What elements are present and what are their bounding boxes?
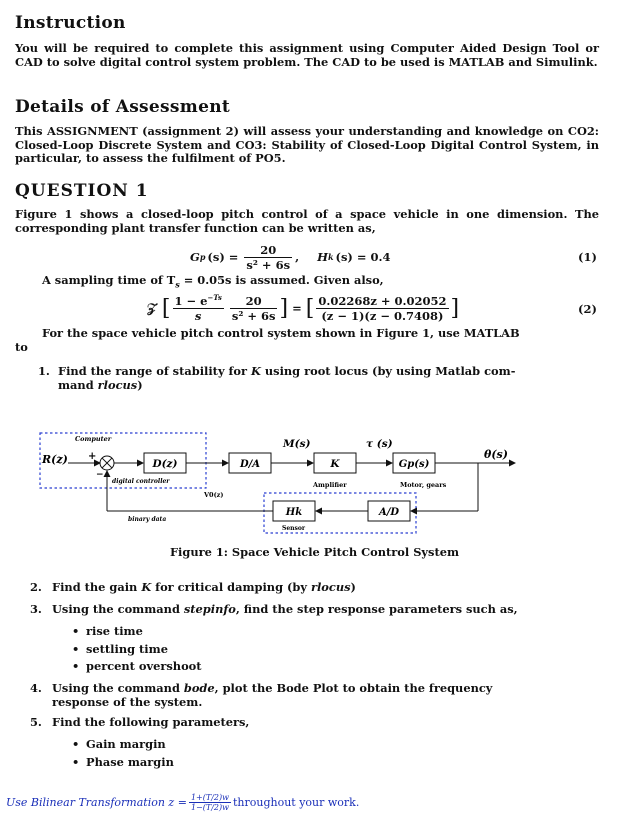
item-2-text-b: for critical damping (by <box>151 580 311 594</box>
item-4-text-b: , plot the Bode Plot to obtain the frequency <box>214 681 493 695</box>
equation-1-number: (1) <box>578 250 597 264</box>
binary-data-label: binary data <box>128 516 167 523</box>
item-1-text-a: Find the range of stability for <box>58 364 251 378</box>
discrete-denominator: (z − 1)(z − 0.7408) <box>316 308 448 323</box>
m-signal-label: M(s) <box>283 438 311 450</box>
bilinear-numerator: 1+(T/2)w <box>190 792 229 802</box>
sampling-text-b: = 0.05s is assumed. Given also, <box>179 273 384 287</box>
figure-caption: Figure 1: Space Vehicle Pitch Control System <box>169 545 460 559</box>
details-heading: Details of Assessment <box>15 97 231 117</box>
item-4-line2: response of the system. <box>52 695 203 709</box>
gp-symbol: G <box>190 250 200 264</box>
item-3-command: stepinfo <box>183 602 236 616</box>
plant-denominator: s² + 6s <box>231 308 276 323</box>
instruction-text: You will be required to complete this assignment using Computer Aided Design Tool or CAD to solve digital control system problem. The CAD to be used is MATLAB and Simulink. <box>15 41 599 69</box>
input-label: R(z) <box>42 453 68 466</box>
bullet-percent-overshoot: • percent overshoot <box>86 659 202 673</box>
vo-label: V0(z) <box>204 491 224 499</box>
item-1-command: rlocus <box>97 378 138 392</box>
minus-sign: − <box>96 470 104 480</box>
item-4-command: bode <box>183 681 215 695</box>
zoh-numerator: 1 − e <box>174 293 208 308</box>
discrete-numerator: 0.02268z + 0.02052 <box>318 293 447 308</box>
sensor-label: Hk <box>285 507 303 518</box>
question-intro: Figure 1 shows a closed-loop pitch control of a space vehicle in one dimension. The corresponding plant transfer function can be written as, <box>15 207 599 235</box>
footer-text-b: throughout your work. <box>232 795 360 809</box>
output-label: θ(s) <box>484 448 508 461</box>
hk-value: (s) = 0.4 <box>335 250 391 264</box>
item-4-number: 4. <box>30 681 42 695</box>
plant-label: Gp(s) <box>398 459 430 470</box>
pitch-control-diagram <box>0 425 629 545</box>
plant-fraction <box>230 294 278 323</box>
sampling-text-a: A sampling time of T <box>42 273 176 287</box>
z-transform-symbol: 𝒵 <box>147 300 157 316</box>
tau-signal-label: τ (s) <box>366 438 393 450</box>
footer-note <box>6 790 359 814</box>
bullet-phase-margin: • Phase margin <box>86 755 174 769</box>
for-text-line2: to <box>15 340 28 354</box>
item-1-k: K <box>251 364 261 378</box>
equation-2-number: (2) <box>578 302 597 316</box>
da-label: D/A <box>239 459 261 470</box>
bullet-gain-margin: • Gain margin <box>86 737 166 751</box>
item-2-k: K <box>141 580 152 594</box>
controller-caption: digital controller <box>112 478 170 485</box>
plus-sign: + <box>88 451 97 462</box>
zoh-denominator: s <box>173 308 224 323</box>
gp-fraction <box>244 243 292 272</box>
item-1-text-c: mand <box>58 378 98 392</box>
sampling-text <box>42 274 384 292</box>
item-1-line2 <box>58 378 143 392</box>
motor-caption: Motor, gears <box>400 481 447 489</box>
item-2-text-c: ) <box>350 580 356 594</box>
item-5-text: Find the following parameters, <box>52 715 250 729</box>
details-text: This ASSIGNMENT (assignment 2) will assess your understanding and knowledge on CO2: Closed-Loop Discrete System and CO3: Stability of Closed-Loop Digital Control System, in particular, to assess the fulfilment of PO5. <box>15 124 599 166</box>
bullet-settling-time: • settling time <box>86 642 168 656</box>
item-3-text-a: Using the command <box>52 602 184 616</box>
item-2-text <box>52 580 356 594</box>
plant-numerator: 20 <box>245 293 262 308</box>
item-5-number: 5. <box>30 715 42 729</box>
amplifier-label: K <box>330 458 340 470</box>
amplifier-caption: Amplifier <box>313 481 347 489</box>
gp-argument: (s) = <box>207 250 239 264</box>
equation-2: 𝒵 [ $\frac{1 - e^{-Ts}}{s}$ $\frac{20}{\text{s² + 6s}}$ ] = [ $\frac{0.02268z + 0.02052}{(z - 1)(z - 0.7408)}$ ] <box>147 293 460 323</box>
hk-symbol: H <box>317 250 328 264</box>
bilinear-fraction <box>189 793 231 812</box>
item-2-command: rlocus <box>310 580 351 594</box>
item-3-number: 3. <box>30 602 42 616</box>
hk-subscript: k <box>327 252 334 262</box>
gp-numerator: 20 <box>260 242 277 257</box>
zoh-exponent: −Ts <box>207 293 222 303</box>
gp-denominator: s² + 6s <box>246 257 291 272</box>
item-3-text <box>52 602 518 616</box>
item-2-text-a: Find the gain <box>52 580 142 594</box>
item-1-text-b: using root locus (by using Matlab com- <box>260 364 516 378</box>
sampling-subscript: s <box>175 279 180 290</box>
controller-label: D(z) <box>152 458 178 470</box>
sensor-caption: Sensor <box>282 525 306 532</box>
equation-1: G p (s) = $\frac{20}{\text{s² + 6s}}$ , H k (s) = 0.4 <box>190 242 391 272</box>
question-heading: QUESTION 1 <box>15 181 149 201</box>
computer-label: Computer <box>75 435 112 443</box>
instruction-heading: Instruction <box>15 13 126 33</box>
item-3-text-b: , find the step response parameters such as, <box>235 602 518 616</box>
item-1-line1 <box>58 364 598 378</box>
equals-sign: = <box>292 301 302 315</box>
bullet-rise-time: • rise time <box>86 624 143 638</box>
item-1-number: 1. <box>38 364 50 378</box>
ad-label: A/D <box>378 507 400 518</box>
item-2-number: 2. <box>30 580 42 594</box>
bilinear-denominator: 1−(T/2)w <box>190 802 229 812</box>
for-text-line1: For the space vehicle pitch control system shown in Figure 1, use MATLAB <box>42 326 520 340</box>
item-4-line1 <box>52 681 492 695</box>
zoh-fraction <box>173 293 224 323</box>
discrete-fraction <box>316 294 448 323</box>
item-4-text-a: Using the command <box>52 681 184 695</box>
footer-text-a: Use Bilinear Transformation z = <box>6 795 187 809</box>
gp-subscript: p <box>199 252 206 262</box>
item-1-text-d: ) <box>137 378 143 392</box>
